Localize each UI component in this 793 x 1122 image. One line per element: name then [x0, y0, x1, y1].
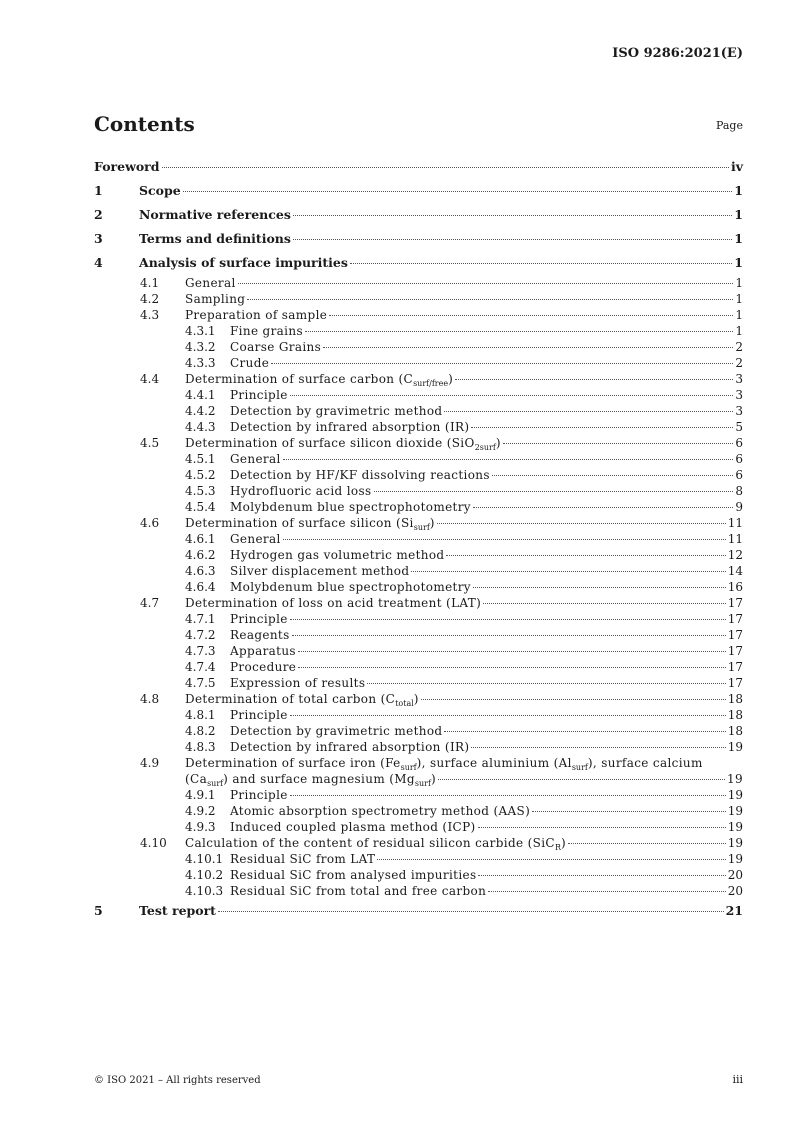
dot-leader — [305, 331, 733, 332]
toc-entry-text: Detection by HF/KF dissolving reactions — [230, 468, 490, 482]
dot-leader — [183, 191, 733, 192]
toc-entry-number: 4.7.1 — [185, 612, 216, 626]
toc-entry-number: 5 — [94, 903, 103, 918]
dot-leader — [473, 587, 726, 588]
toc-entry-4-9-1[interactable] — [94, 787, 743, 803]
toc-entry-number: 3 — [94, 231, 103, 246]
toc-entry-number: 4.8.3 — [185, 740, 216, 754]
dot-leader — [350, 263, 732, 264]
dot-leader — [478, 827, 726, 828]
toc-entry-page: 11 — [727, 516, 743, 530]
toc-entry-page: 1 — [735, 324, 743, 338]
toc-entry-page: 1 — [735, 292, 743, 306]
dot-leader — [411, 571, 725, 572]
toc-entry-text: Determination of surface carbon $(C_{surf/free})$ — [185, 372, 454, 388]
toc-entry-4-4-1[interactable] — [94, 387, 743, 403]
toc-entry-number: 4 — [94, 255, 103, 270]
toc-entry-number: 4.9.3 — [185, 820, 216, 834]
toc-entry-text: Determination of surface silicon $(Si_{surf})$ — [185, 516, 435, 532]
dot-leader — [444, 411, 733, 412]
toc-entry-number: 4.3.1 — [185, 324, 216, 338]
toc-entry-page: 1 — [735, 308, 743, 322]
toc-entry-4-6-3[interactable] — [94, 563, 743, 579]
toc-entry-text-continued: $(Ca_{surf})$ and surface magnesium $(Mg_{surf})$ — [185, 772, 437, 788]
toc-entry-number: 4.10.1 — [185, 852, 224, 866]
dot-leader — [374, 491, 734, 492]
toc-entry-number: 4.10.2 — [185, 868, 224, 882]
toc-entry-number: 4.4.2 — [185, 404, 216, 418]
toc-entry-text: Detection by gravimetric method — [230, 724, 443, 738]
toc-entry-text: Procedure — [230, 660, 297, 674]
toc-entry-number: 4.1 — [140, 276, 160, 290]
toc-entry-4-7-4[interactable] — [94, 659, 743, 675]
toc-entry-page: 17 — [727, 612, 743, 626]
page-title: Contents — [94, 112, 195, 136]
toc-entry-text: Analysis of surface impurities — [139, 255, 348, 270]
toc-entry-4-4-3[interactable] — [94, 419, 743, 435]
toc-entry-number: 4.6.3 — [185, 564, 216, 578]
toc-entry-number: 4.7.5 — [185, 676, 216, 690]
toc-entry-number: 4.7.3 — [185, 644, 216, 658]
toc-entry-4-7-1[interactable] — [94, 611, 743, 627]
toc-entry-number: 4.8.1 — [185, 708, 216, 722]
toc-entry-page: 20 — [727, 884, 743, 898]
standard-id: ISO 9286:2021(E) — [612, 46, 743, 61]
toc-entry-page: 1 — [734, 207, 743, 222]
toc-entry-text: Determination of surface iron $(Fe_{surf})$, surface aluminium $(Al_{surf})$, surface calcium — [185, 756, 703, 772]
toc-entry-text: Crude — [230, 356, 270, 370]
dot-leader — [444, 731, 725, 732]
toc-entry-text: Test report — [139, 903, 216, 918]
table-of-contents — [94, 155, 743, 923]
toc-entry-page: 20 — [727, 868, 743, 882]
toc-entry-text: Detection by infrared absorption (IR) — [230, 740, 470, 754]
dot-leader — [437, 523, 726, 524]
toc-entry-text: Normative references — [139, 207, 291, 222]
toc-entry-text: Detection by gravimetric method — [230, 404, 443, 418]
dot-leader — [283, 459, 734, 460]
toc-entry-4-5-4[interactable] — [94, 499, 743, 515]
toc-entry-page: 9 — [735, 500, 743, 514]
toc-entry-page: 14 — [727, 564, 743, 578]
toc-entry-page: 3 — [735, 372, 743, 386]
toc-entry-4-3-2[interactable] — [94, 339, 743, 355]
toc-entry-text: Molybdenum blue spectrophotometry — [230, 580, 471, 594]
toc-entry-number: 4.10.3 — [185, 884, 224, 898]
toc-entry-number: 4.9.1 — [185, 788, 216, 802]
dot-leader — [438, 779, 725, 780]
dot-leader — [503, 443, 733, 444]
toc-entry-page: 1 — [734, 255, 743, 270]
toc-entry-4[interactable] — [94, 251, 743, 275]
toc-entry-page: 1 — [735, 276, 743, 290]
toc-entry-4-10-2[interactable] — [94, 867, 743, 883]
toc-entry-text: Sampling — [185, 292, 246, 306]
toc-entry-number: 4.5 — [140, 436, 160, 450]
dot-leader — [283, 539, 726, 540]
toc-entry-text: Calculation of the content of residual silicon carbide (SiC$_R$) — [185, 836, 567, 852]
toc-entry-text: Determination of total carbon $(C_{total})$ — [185, 692, 419, 708]
toc-entry-page: 11 — [727, 532, 743, 546]
toc-entry-page: 8 — [735, 484, 743, 498]
toc-entry-page: 18 — [727, 692, 743, 706]
toc-entry-4-5-3[interactable] — [94, 483, 743, 499]
toc-entry-page: 17 — [727, 596, 743, 610]
dot-leader — [290, 795, 726, 796]
toc-entry-4-4-2[interactable] — [94, 403, 743, 419]
toc-entry-number: 4.5.2 — [185, 468, 216, 482]
toc-entry-text: Hydrogen gas volumetric method — [230, 548, 445, 562]
toc-entry-4-6-4[interactable] — [94, 579, 743, 595]
toc-entry-page: 19 — [727, 804, 743, 818]
toc-entry-number: 4.9 — [140, 756, 160, 770]
toc-entry-page: 19 — [727, 740, 743, 754]
toc-entry-text: General — [230, 532, 281, 546]
toc-entry-text: Residual SiC from analysed impurities — [230, 868, 477, 882]
toc-entry-4-8[interactable] — [94, 691, 743, 707]
toc-entry-number: 4.4.1 — [185, 388, 216, 402]
toc-entry-page: 19 — [727, 852, 743, 866]
toc-entry-4-9-3[interactable] — [94, 819, 743, 835]
toc-entry-text: Principle — [230, 788, 288, 802]
toc-entry-text: Determination of loss on acid treatment (LAT) — [185, 596, 482, 610]
toc-entry-number: 4.3.2 — [185, 340, 216, 354]
toc-entry-number: 4.9.2 — [185, 804, 216, 818]
toc-entry-number: 4.4.3 — [185, 420, 216, 434]
dot-leader — [471, 427, 733, 428]
toc-entry-number: 4.8.2 — [185, 724, 216, 738]
toc-entry-text: Principle — [230, 388, 288, 402]
toc-entry-text: Atomic absorption spectrometry method (AAS) — [230, 804, 531, 818]
toc-entry-4-1[interactable] — [94, 275, 743, 291]
toc-entry-4-10-1[interactable] — [94, 851, 743, 867]
dot-leader — [323, 347, 733, 348]
dot-leader — [478, 875, 725, 876]
toc-entry-page: 18 — [727, 708, 743, 722]
toc-entry-number: 1 — [94, 183, 103, 198]
dot-leader — [532, 811, 726, 812]
toc-entry-page: 19 — [727, 820, 743, 834]
toc-entry-text: Preparation of sample — [185, 308, 328, 322]
toc-entry-4-6[interactable] — [94, 515, 743, 531]
dot-leader — [298, 667, 725, 668]
dot-leader — [293, 215, 732, 216]
dot-leader — [290, 395, 734, 396]
dot-leader — [247, 299, 733, 300]
toc-entry-4-5[interactable] — [94, 435, 743, 451]
toc-entry-4-7-2[interactable] — [94, 627, 743, 643]
toc-entry-4-2[interactable] — [94, 291, 743, 307]
toc-entry-number: 4.4 — [140, 372, 160, 386]
dot-leader — [290, 715, 726, 716]
dot-leader — [292, 635, 726, 636]
dot-leader — [421, 699, 726, 700]
toc-entry-text: Principle — [230, 612, 288, 626]
toc-entry-4-3-3[interactable] — [94, 355, 743, 371]
toc-entry-number: 4.3.3 — [185, 356, 216, 370]
toc-entry-page: iv — [730, 159, 743, 174]
dot-leader — [329, 315, 733, 316]
toc-entry-number: 4.5.4 — [185, 500, 216, 514]
toc-entry-number: 4.5.1 — [185, 452, 216, 466]
toc-entry-text: Silver displacement method — [230, 564, 410, 578]
toc-entry-number: 4.3 — [140, 308, 160, 322]
toc-entry-4-7-3[interactable] — [94, 643, 743, 659]
dot-leader — [298, 651, 726, 652]
toc-entry-number: 2 — [94, 207, 103, 222]
dot-leader — [293, 239, 732, 240]
page-column-label: Page — [715, 119, 743, 132]
toc-entry-5[interactable] — [94, 899, 743, 923]
page-number: iii — [732, 1073, 743, 1086]
toc-entry-4-3-1[interactable] — [94, 323, 743, 339]
dot-leader — [377, 859, 725, 860]
toc-entry-number: 4.5.3 — [185, 484, 216, 498]
toc-entry-text: Terms and definitions — [139, 231, 291, 246]
toc-entry-page: 2 — [735, 340, 743, 354]
toc-entry-number: 4.6 — [140, 516, 160, 530]
toc-entry-page: 1 — [734, 231, 743, 246]
toc-entry-4-10-3[interactable] — [94, 883, 743, 899]
toc-entry-text: Determination of surface silicon dioxide (SiO$_{2surf}$) — [185, 436, 501, 452]
toc-entry-number: 4.7 — [140, 596, 160, 610]
toc-entry-page: 17 — [727, 628, 743, 642]
toc-entry-4-9-line1[interactable] — [94, 755, 743, 771]
toc-entry-text: Hydrofluoric acid loss — [230, 484, 372, 498]
dot-leader — [271, 363, 733, 364]
toc-entry-4-4[interactable] — [94, 371, 743, 387]
toc-entry-4-7-5[interactable] — [94, 675, 743, 691]
toc-entry-page: 17 — [727, 660, 743, 674]
toc-entry-number: 4.6.4 — [185, 580, 216, 594]
toc-entry-page: 6 — [735, 452, 743, 466]
toc-entry-text: Induced coupled plasma method (ICP) — [230, 820, 476, 834]
toc-entry-text: Residual SiC from total and free carbon — [230, 884, 487, 898]
toc-entry-text: Molybdenum blue spectrophotometry — [230, 500, 471, 514]
toc-entry-text: Expression of results — [230, 676, 366, 690]
toc-entry-page: 18 — [727, 724, 743, 738]
toc-entry-4-10[interactable] — [94, 835, 743, 851]
toc-entry-text: Coarse Grains — [230, 340, 322, 354]
toc-entry-page: 12 — [727, 548, 743, 562]
toc-entry-4-6-1[interactable] — [94, 531, 743, 547]
toc-entry-4-3[interactable] — [94, 307, 743, 323]
toc-entry-page: 2 — [735, 356, 743, 370]
toc-entry-page: 6 — [735, 436, 743, 450]
dot-leader — [290, 619, 726, 620]
toc-entry-page: 19 — [727, 788, 743, 802]
dot-leader — [488, 891, 726, 892]
toc-entry-page: 21 — [725, 903, 743, 918]
toc-entry-number: 4.10 — [140, 836, 167, 850]
toc-entry-number: 4.7.2 — [185, 628, 216, 642]
toc-entry-text: General — [230, 452, 281, 466]
dot-leader — [162, 167, 729, 168]
toc-entry-page: 5 — [735, 420, 743, 434]
copyright-notice: © ISO 2021 – All rights reserved — [94, 1075, 261, 1086]
toc-entry-number: 4.2 — [140, 292, 160, 306]
toc-entry-page: 3 — [735, 388, 743, 402]
toc-entry-number: 4.6.1 — [185, 532, 216, 546]
toc-entry-4-6-2[interactable] — [94, 547, 743, 563]
toc-entry-text: Scope — [139, 183, 181, 198]
dot-leader — [455, 379, 733, 380]
toc-entry-text: General — [185, 276, 236, 290]
dot-leader — [492, 475, 733, 476]
toc-entry-4-8-3[interactable] — [94, 739, 743, 755]
toc-entry-number: 4.6.2 — [185, 548, 216, 562]
dot-leader — [238, 283, 734, 284]
dot-leader — [367, 683, 725, 684]
toc-entry-text: Detection by infrared absorption (IR) — [230, 420, 470, 434]
toc-entry-page: 19 — [727, 836, 743, 850]
toc-entry-1[interactable] — [94, 179, 743, 203]
toc-entry-text: Fine grains — [230, 324, 303, 338]
toc-entry-text: Foreword — [94, 159, 160, 174]
toc-entry-page: 3 — [735, 404, 743, 418]
toc-entry-3[interactable] — [94, 227, 743, 251]
dot-leader — [218, 911, 724, 912]
toc-entry-number: 4.8 — [140, 692, 160, 706]
toc-entry-4-9-2[interactable] — [94, 803, 743, 819]
toc-entry-page: 16 — [727, 580, 743, 594]
toc-entry-4-8-1[interactable] — [94, 707, 743, 723]
toc-entry-4-9-line2[interactable] — [94, 771, 743, 787]
toc-entry-4-8-2[interactable] — [94, 723, 743, 739]
toc-entry-2[interactable] — [94, 203, 743, 227]
dot-leader — [471, 747, 725, 748]
toc-entry-page: 1 — [734, 183, 743, 198]
toc-entry-number: 4.7.4 — [185, 660, 216, 674]
toc-entry-text: Apparatus — [230, 644, 296, 658]
toc-entry-4-7[interactable] — [94, 595, 743, 611]
toc-entry-4-5-1[interactable] — [94, 451, 743, 467]
toc-entry-page: 19 — [727, 772, 743, 786]
toc-entry-foreword[interactable] — [94, 155, 743, 179]
toc-entry-page: 17 — [727, 644, 743, 658]
dot-leader — [446, 555, 725, 556]
toc-entry-4-5-2[interactable] — [94, 467, 743, 483]
toc-entry-text: Residual SiC from LAT — [230, 852, 376, 866]
toc-entry-text: Reagents — [230, 628, 290, 642]
dot-leader — [568, 843, 726, 844]
toc-entry-page: 6 — [735, 468, 743, 482]
dot-leader — [473, 507, 733, 508]
toc-entry-page: 17 — [727, 676, 743, 690]
dot-leader — [483, 603, 726, 604]
toc-entry-text: Principle — [230, 708, 288, 722]
